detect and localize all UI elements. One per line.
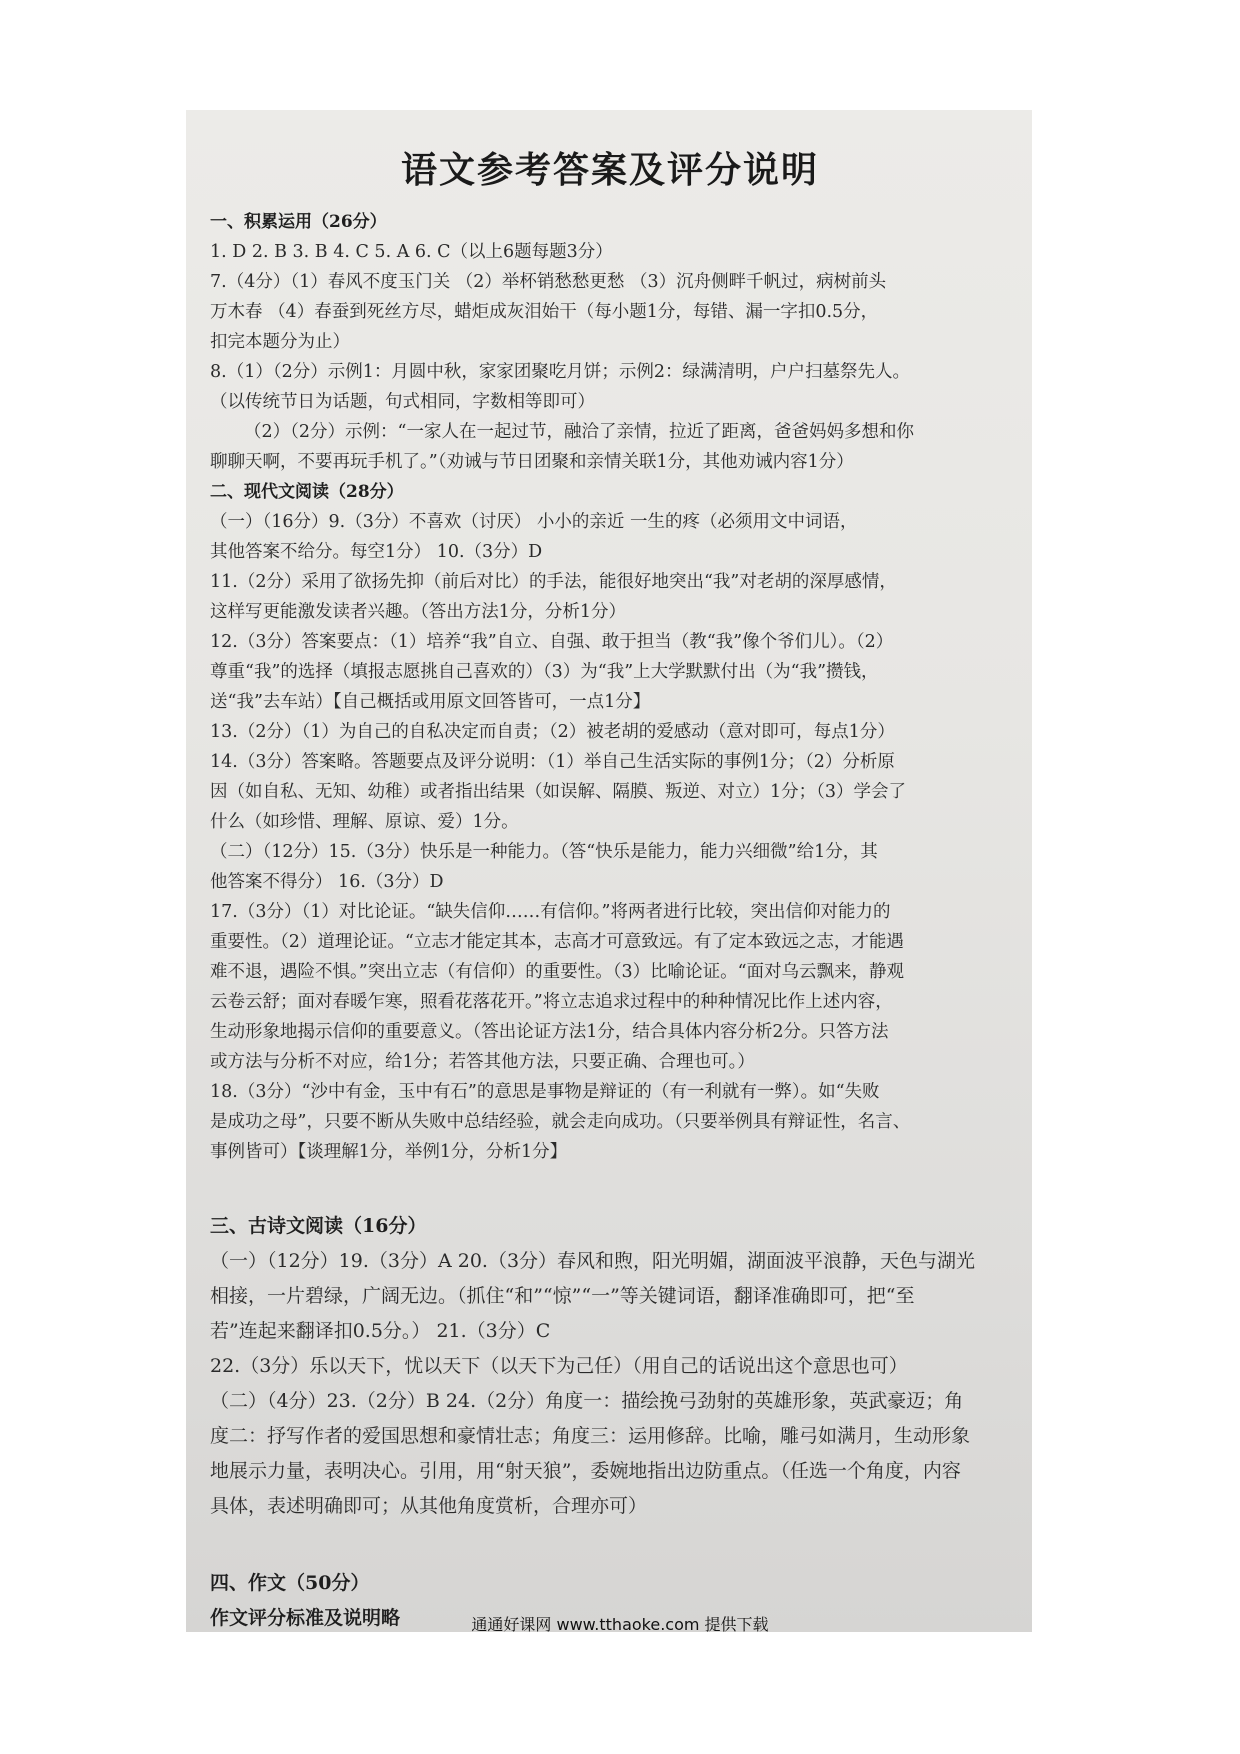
answer-line: （2）（2分）示例：“一家人在一起过节，融洽了亲情，拉近了距离，爸爸妈妈多想和你: [244, 422, 914, 442]
answer-line: 12.（3分）答案要点：（1）培养“我”自立、自强、敢于担当（教“我”像个爷们儿）。（2）: [210, 632, 894, 652]
answer-line: （一）（12分）19.（3分）A 20.（3分）春风和煦，阳光明媚，湖面波平浪静，天色与湖光: [210, 1250, 976, 1272]
section-heading: 三、古诗文阅读（16分）: [210, 1215, 427, 1237]
download-source-footer: 通通好课网 www.tthaoke.com 提供下载: [471, 1615, 769, 1634]
answer-line: 扣完本题分为止）: [210, 332, 350, 352]
answer-line: （一）（16分）9.（3分）不喜欢（讨厌） 小小的亲近 一生的疼（必须用文中词语，: [210, 512, 858, 532]
answer-line: 相接，一片碧绿，广阔无边。（抓住“和”“惊”“一”等关键词语，翻译准确即可，把“至: [210, 1285, 915, 1307]
answer-line: （以传统节日为话题，句式相同，字数相等即可）: [210, 392, 595, 412]
answer-line: 11.（2分）采用了欲扬先抑（前后对比）的手法，能很好地突出“我”对老胡的深厚感情，: [210, 572, 897, 592]
answer-line: 重要性。（2）道理论证。“立志才能定其本，志高才可意致远。有了定本致远之志，才能遇: [210, 932, 904, 952]
answer-line: 作文评分标准及说明略: [210, 1607, 401, 1629]
answer-line: 聊聊天啊，不要再玩手机了。”（劝诫与节日团聚和亲情关联1分，其他劝诫内容1分）: [210, 452, 854, 472]
answer-line: 他答案不得分） 16.（3分）D: [210, 872, 444, 892]
section-heading: 一、积累运用（26分）: [210, 212, 387, 232]
answer-line: 或方法与分析不对应，给1分；若答其他方法，只要正确、合理也可。）: [210, 1052, 755, 1072]
spacer: [210, 1167, 1010, 1209]
section-heading: 四、作文（50分）: [210, 1572, 370, 1594]
answer-line: 地展示力量，表明决心。引用，用“射天狼”，委婉地指出边防重点。（任选一个角度，内容: [210, 1460, 961, 1482]
answer-line: 17.（3分）（1）对比论证。“缺失信仰……有信仰。”将两者进行比较，突出信仰对能力的: [210, 902, 891, 922]
answer-line: 14.（3分）答案略。答题要点及评分说明：（1）举自己生活实际的事例1分；（2）分析原: [210, 752, 895, 772]
answer-line: 若”连起来翻译扣0.5分。） 21.（3分）C: [210, 1320, 551, 1342]
answer-line: 这样写更能激发读者兴趣。（答出方法1分，分析1分）: [210, 602, 627, 622]
page-title: 语文参考答案及评分说明: [400, 149, 819, 191]
answer-line: 其他答案不给分。每空1分） 10.（3分）D: [210, 542, 543, 562]
answer-line: 18.（3分）“沙中有金，玉中有石”的意思是事物是辩证的（有一利就有一弊）。如“失败: [210, 1082, 880, 1102]
answer-line: 云卷云舒；面对春暖乍寒，照看花落花开。”将立志追求过程中的种种情况比作上述内容，: [210, 992, 893, 1012]
answer-line: 尊重“我”的选择（填报志愿挑自己喜欢的）（3）为“我”上大学默默付出（为“我”攒钱，: [210, 662, 879, 682]
answer-line: 事例皆可）【谈理解1分，举例1分，分析1分】: [210, 1142, 568, 1162]
answer-sheet-content: [210, 142, 1010, 1632]
section-heading: 二、现代文阅读（28分）: [210, 482, 404, 502]
answer-line: 1. D 2. B 3. B 4. C 5. A 6. C（以上6题每题3分）: [210, 242, 613, 262]
spacer: [210, 1524, 1010, 1566]
answer-line: （二）（12分）15.（3分）快乐是一种能力。（答“快乐是能力，能力兴细微”给1分，其: [210, 842, 878, 862]
answer-line: 难不退，遇险不惧。”突出立志（有信仰）的重要性。（3）比喻论证。“面对乌云飘来，静观: [210, 962, 905, 982]
answer-line: 7.（4分）（1）春风不度玉门关 （2）举杯销愁愁更愁 （3）沉舟侧畔千帆过，病树前头: [210, 272, 887, 292]
answer-line: 送“我”去车站）【自己概括或用原文回答皆可，一点1分】: [210, 692, 651, 712]
answer-line: （二）（4分）23.（2分）B 24.（2分）角度一：描绘挽弓劲射的英雄形象，英武豪迈；角: [210, 1390, 964, 1412]
answer-line: 13.（2分）（1）为自己的自私决定而自责；（2）被老胡的爱感动（意对即可，每点1分）: [210, 722, 895, 742]
answer-line: 8.（1）（2分）示例1：月圆中秋，家家团聚吃月饼；示例2：绿满清明，户户扫墓祭先人。: [210, 362, 910, 382]
answer-line: 是成功之母”，只要不断从失败中总结经验，就会走向成功。（只要举例具有辩证性，名言、: [210, 1112, 911, 1132]
answer-line: 万木春 （4）春蚕到死丝方尽，蜡炬成灰泪始干（每小题1分，每错、漏一字扣0.5分，: [210, 302, 879, 322]
scanned-answer-sheet: [186, 110, 1032, 1632]
answer-line: 具体，表述明确即可；从其他角度赏析，合理亦可）: [210, 1495, 648, 1517]
answer-line: 度二：抒写作者的爱国思想和豪情壮志；角度三：运用修辞。比喻，雕弓如满月，生动形象: [210, 1425, 971, 1447]
answer-line: 因（如自私、无知、幼稚）或者指出结果（如误解、隔膜、叛逆、对立）1分；（3）学会了: [210, 782, 907, 802]
answer-line: 生动形象地揭示信仰的重要意义。（答出论证方法1分，结合具体内容分析2分。只答方法: [210, 1022, 889, 1042]
answer-line: 什么（如珍惜、理解、原谅、爱）1分。: [210, 812, 519, 832]
answer-line: 22.（3分）乐以天下，忧以天下（以天下为己任）（用自己的话说出这个意思也可）: [210, 1355, 908, 1377]
